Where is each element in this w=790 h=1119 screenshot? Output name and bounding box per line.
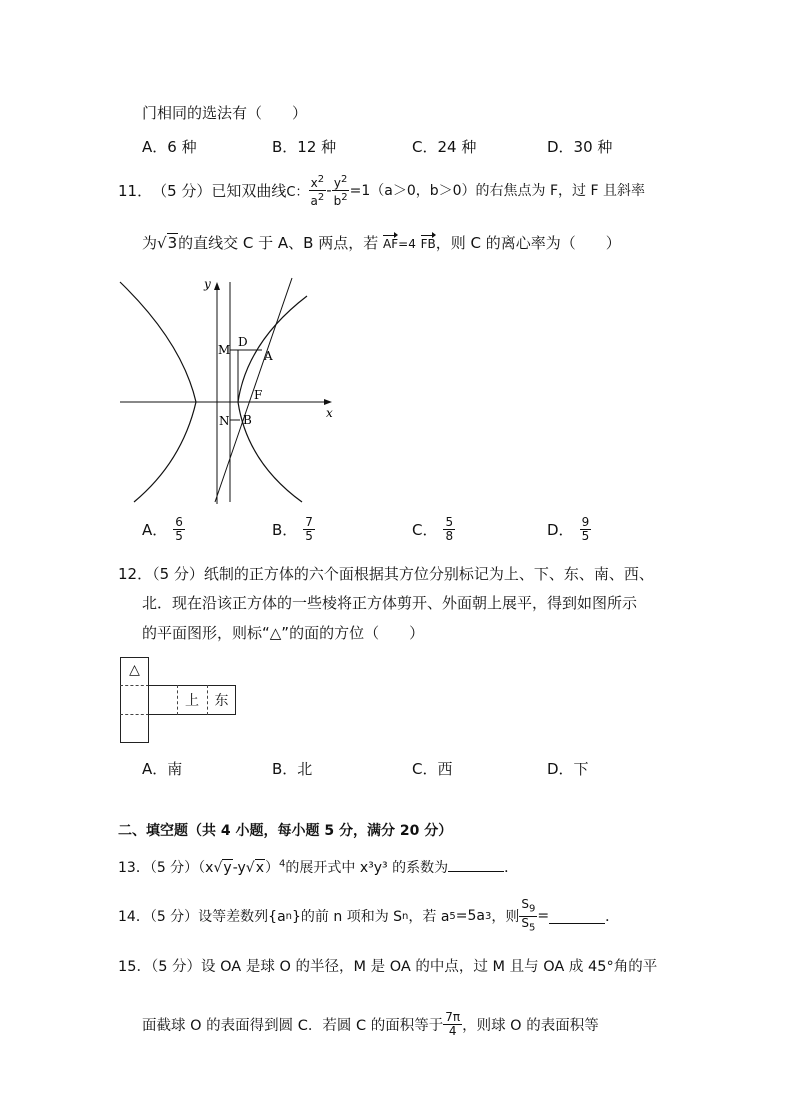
q15-frac: $\frac{7\pi}{4}$ xyxy=(445,1009,461,1038)
q14-answer-blank[interactable] xyxy=(549,909,605,924)
q11-line2: 为√3的直线交 C 于 A、B 两点，若 AF=4 FB，则 C 的离心率为（ ） xyxy=(142,234,621,252)
q12-line1: 12．（5 分）纸制的正方体的六个面根据其方位分别标记为上、下、东、南、西、 xyxy=(118,565,654,583)
q11-score: （5 分）已知双曲线 xyxy=(152,181,287,200)
q11-frac-y: $\frac{y^2}{b^2}$ xyxy=(333,173,348,208)
hyperbola-left-branch xyxy=(120,282,196,502)
q12-option-d: D．下 xyxy=(547,760,589,778)
label-y: y xyxy=(204,277,211,291)
label-a: A xyxy=(264,349,273,363)
q13-answer-blank[interactable] xyxy=(448,857,504,872)
label-b: B xyxy=(243,413,252,427)
sqrt-sign: √ xyxy=(157,234,167,252)
q11-option-c: C． $\frac{5}{8}$ xyxy=(412,515,454,543)
label-x: x xyxy=(326,406,333,420)
net-face-triangle: △ xyxy=(120,657,149,743)
q12-option-a: A．南 xyxy=(142,760,183,778)
q15-line1: 15．（5 分）设 OA 是球 O 的半径，M 是 OA 的中点，过 M 且与 OA 成 45°角的平 xyxy=(118,959,658,975)
q12-option-c: C．西 xyxy=(412,760,453,778)
q11-curve-name: C： xyxy=(286,184,309,200)
q10-continuation: 门相同的选法有（ ） xyxy=(142,104,308,122)
q14-frac: $\frac{S_9}{S_5}$ xyxy=(521,897,536,933)
vector-af: AF xyxy=(383,237,399,251)
hyperbola-figure xyxy=(112,272,342,512)
label-n: N xyxy=(219,414,230,428)
label-m: M xyxy=(218,343,231,357)
section2-heading: 二、填空题（共 4 小题，每小题 5 分，满分 20 分） xyxy=(118,823,453,839)
q10-option-b: B．12 种 xyxy=(272,138,337,156)
q11-line1 xyxy=(118,168,645,212)
q12-line3: 的平面图形，则标“△”的面的方位（ ） xyxy=(142,624,425,642)
vector-fb: FB xyxy=(420,237,436,251)
label-d: D xyxy=(238,335,248,349)
label-f: F xyxy=(254,388,263,402)
net-face-east: 东 xyxy=(214,693,229,709)
hyperbola-right-branch xyxy=(238,296,307,502)
q10-option-a: A．6 种 xyxy=(142,138,197,156)
q11-option-b: B． $\frac{7}{5}$ xyxy=(272,515,313,543)
q12-option-b: B．北 xyxy=(272,760,313,778)
net-fold-1 xyxy=(120,685,149,686)
q11-minus: - xyxy=(326,181,332,199)
x-axis-arrow xyxy=(324,399,332,405)
q11-condition: =1（a＞0，b＞0）的右焦点为 F，过 F 且斜率 xyxy=(349,183,646,199)
q10-option-d: D．30 种 xyxy=(547,138,613,156)
q12-line2: 北．现在沿该正方体的一些棱将正方体剪开、外面朝上展平，得到如图所示 xyxy=(142,594,638,612)
cube-net-figure xyxy=(120,657,240,745)
q11-number: 11． xyxy=(118,181,153,200)
q10-option-c: C．24 种 xyxy=(412,138,477,156)
q14-line: 14．（5 分）设等差数列{a n }的前 n 项和为 S n ，若 a 5 =5a 3 ，则 $\frac{S_9}{S_5}$ = ． xyxy=(118,897,620,933)
y-axis-arrow xyxy=(214,282,220,290)
q13-line: 13．（5 分）$(x√y-y√x)^4$的展开式中 x³y³ 的系数为 ． xyxy=(118,858,519,876)
q11-frac-x: $\frac{x^2}{a^2}$ xyxy=(310,173,325,208)
q15-line2: 面截球 O 的表面得到圆 C．若圆 C 的面积等于 $\frac{7\pi}{4}$ ，则球 O 的表面积等 xyxy=(142,1009,599,1038)
q11-option-d: D． $\frac{9}{5}$ xyxy=(547,515,590,543)
net-face-up: 上 xyxy=(185,693,199,709)
net-fold-2 xyxy=(120,714,149,715)
q11-option-a: A． $\frac{6}{5}$ xyxy=(142,515,183,543)
